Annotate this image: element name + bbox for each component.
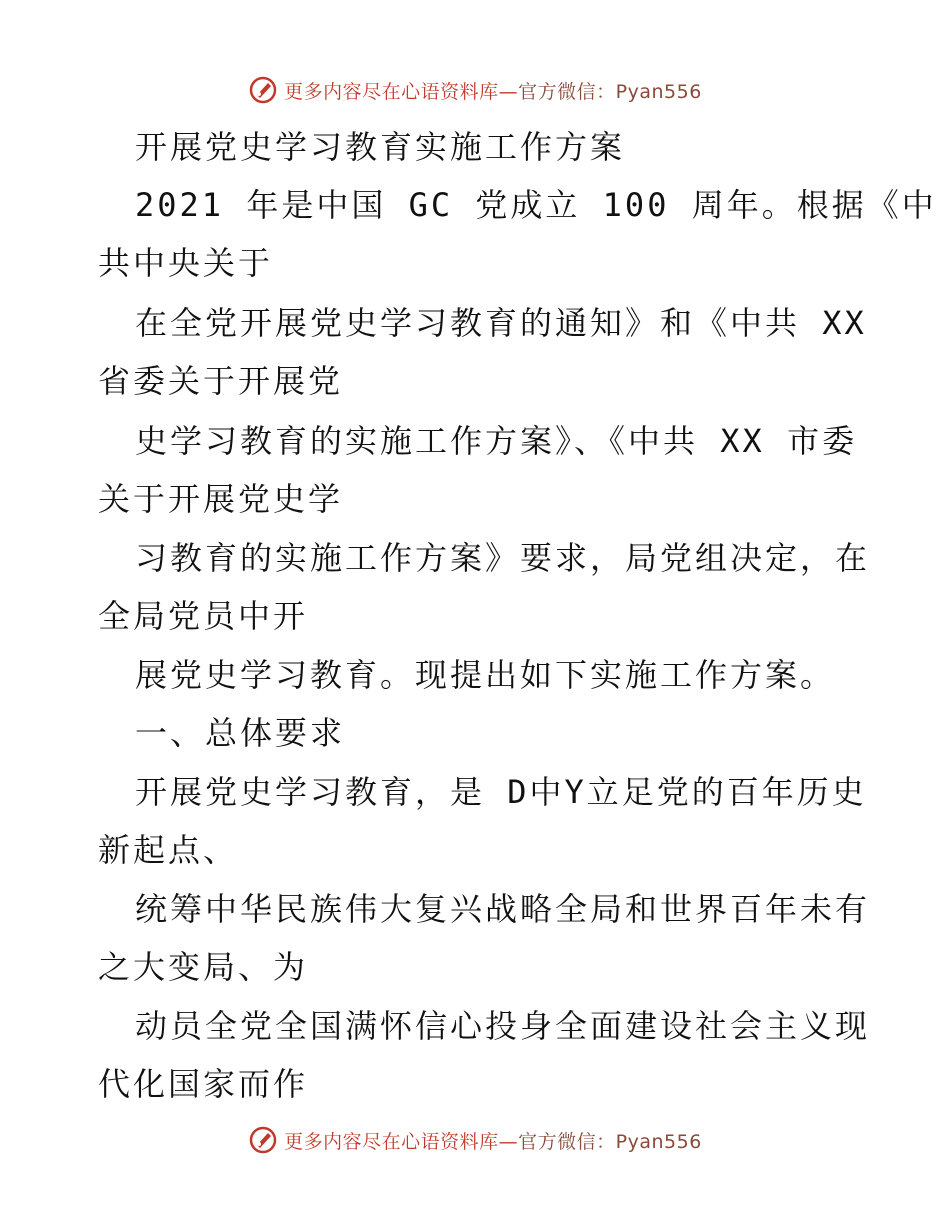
library-logo-icon bbox=[248, 1125, 278, 1155]
document-title: 开展党史学习教育实施工作方案 bbox=[135, 128, 626, 166]
footer-banner bbox=[0, 1120, 950, 1160]
paragraph-line: 代化国家而作 bbox=[98, 1065, 309, 1103]
section-heading: 一、总体要求 bbox=[135, 714, 346, 752]
header-wechat-id: 官方微信：Pyan556 bbox=[518, 80, 702, 103]
paragraph-line: 统筹中华民族伟大复兴战略全局和世界百年未有 bbox=[135, 890, 871, 928]
paragraph-line: 全局党员中开 bbox=[98, 597, 309, 635]
paragraph-line: 之大变局、为 bbox=[98, 948, 309, 986]
paragraph-line: 习教育的实施工作方案》要求，局党组决定，在 bbox=[135, 539, 871, 577]
paragraph-line: 展党史学习教育。现提出如下实施工作方案。 bbox=[135, 656, 836, 694]
paragraph-line: 共中央关于 bbox=[98, 244, 274, 282]
footer-banner-text: 更多内容尽在心语资料库—官方微信：Pyan556 bbox=[284, 1130, 702, 1153]
paragraph-line: 新起点、 bbox=[98, 831, 239, 869]
header-banner-text: 更多内容尽在心语资料库—官方微信：Pyan556 bbox=[284, 80, 702, 103]
footer-wechat-id: 官方微信：Pyan556 bbox=[518, 1130, 702, 1153]
paragraph-line: 省委关于开展党 bbox=[98, 362, 344, 400]
paragraph-line: 动员全党全国满怀信心投身全面建设社会主义现 bbox=[135, 1007, 871, 1045]
paragraph-line: 关于开展党史学 bbox=[98, 480, 344, 518]
paragraph-line: 史学习教育的实施工作方案》、《中共 XX 市委 bbox=[135, 422, 858, 460]
paragraph-line: 在全党开展党史学习教育的通知》和《中共 XX bbox=[135, 304, 867, 342]
paragraph-line: 2021 年是中国 GC 党成立 100 周年。根据《中 bbox=[135, 186, 937, 224]
paragraph-line: 开展党史学习教育，是 D中Y立足党的百年历史 bbox=[135, 773, 867, 811]
